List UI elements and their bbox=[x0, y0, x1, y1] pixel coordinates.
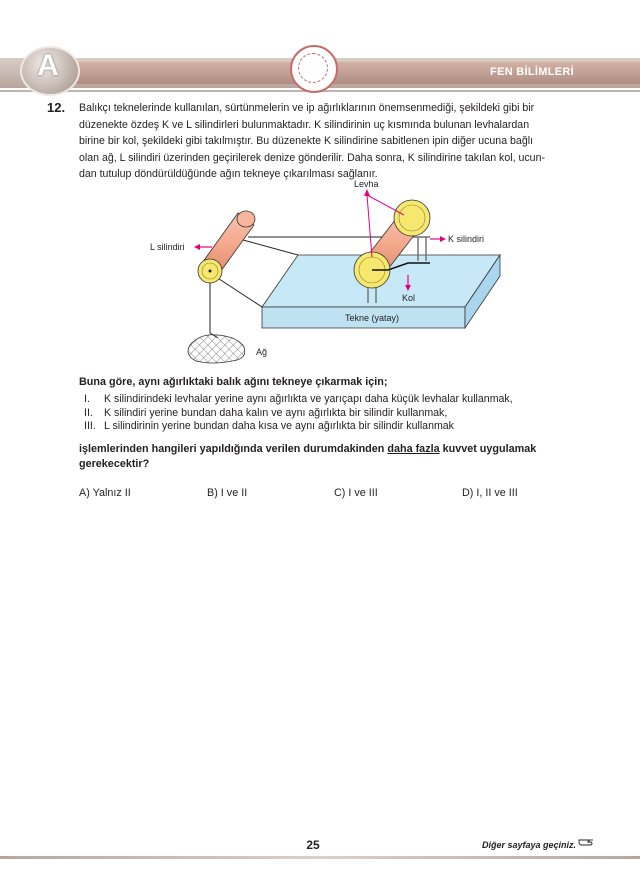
statement-item bbox=[84, 407, 513, 421]
question-text bbox=[79, 100, 589, 183]
question-line: dan tutulup döndürüldüğünde ağın tekneye çıkarılması sağlanır. bbox=[79, 168, 378, 180]
statement-number: II. bbox=[84, 406, 93, 419]
prompt-text: işlemlerinden hangileri yapıldığında verilen durumdakinden bbox=[79, 443, 388, 455]
statement-number: I. bbox=[84, 393, 90, 405]
l-arrow bbox=[194, 244, 212, 250]
choice-b[interactable]: B) I ve II bbox=[207, 487, 248, 499]
booklet-letter: A bbox=[37, 49, 59, 82]
label-tekne: Tekne (yatay) bbox=[345, 313, 400, 323]
page-number: 25 bbox=[306, 838, 320, 852]
statement-text: L silindirinin yerine bundan daha kısa ve aynı ağırlıkta bir silindir kullanmak bbox=[104, 420, 454, 432]
lead-in: Buna göre, aynı ağırlıktaki balık ağını tekneye çıkarmak için; bbox=[79, 376, 388, 388]
pointing-hand-icon bbox=[578, 836, 594, 848]
label-levha: Levha bbox=[354, 179, 379, 189]
prompt-underlined: daha fazla bbox=[387, 443, 440, 455]
statement-list bbox=[84, 393, 513, 434]
choice-d[interactable]: D) I, II ve III bbox=[462, 487, 518, 499]
question-prompt bbox=[79, 442, 589, 472]
prompt-text-end: kuvvet uygulamak gerekecektir? bbox=[79, 443, 537, 470]
question-number: 12. bbox=[47, 100, 66, 115]
next-page-note: Diğer sayfaya geçiniz. bbox=[481, 840, 576, 850]
choice-a[interactable]: A) Yalnız II bbox=[79, 487, 131, 499]
question-line: olan ağ, L silindiri üzerinden geçirilerek denize gönderilir. Daha sonra, K silindirine takılan kol, ucun- bbox=[79, 151, 545, 164]
emblem-ring bbox=[298, 53, 328, 83]
statement-item bbox=[84, 420, 513, 434]
question-line: düzenekte özdeş K ve L silindirleri bulunmaktadır. K silindirinin uç kısmında bulunan levhalardan bbox=[79, 118, 530, 131]
statement-text: K silindiri yerine bundan daha kalın ve aynı ağırlıkta bir silindir kullanmak, bbox=[104, 406, 448, 419]
label-l-cylinder: L silindiri bbox=[150, 242, 185, 252]
label-kol: Kol bbox=[402, 293, 416, 303]
subject-title: FEN BİLİMLERİ bbox=[490, 66, 574, 78]
levha-arrow-head bbox=[364, 189, 370, 196]
footer-divider bbox=[0, 856, 640, 859]
choice-c[interactable]: C) I ve III bbox=[334, 487, 378, 499]
question-line: birine bir kol, şekildeki gibi takılmıştır. Bu düzenekte K silindirine sabitlenen ipin diğer ucuna bağlı bbox=[79, 135, 534, 147]
label-ag: Ağ bbox=[256, 347, 268, 357]
winch-diagram bbox=[140, 175, 510, 370]
label-k-cylinder: K silindiri bbox=[448, 234, 485, 244]
statement-number: III. bbox=[84, 420, 96, 432]
question-line: Balıkçı teknelerinde kullanılan, sürtünmelerin ve ip ağırlıklarının önemsenmediği, şekildeki gibi bir bbox=[79, 102, 535, 114]
fishing-net bbox=[188, 335, 245, 363]
k-arrow bbox=[430, 236, 446, 242]
statement-text: K silindirindeki levhalar yerine aynı ağırlıkta ve yarıçapı daha küçük levhalar kullanmak, bbox=[104, 393, 513, 405]
statement-item bbox=[84, 393, 513, 407]
